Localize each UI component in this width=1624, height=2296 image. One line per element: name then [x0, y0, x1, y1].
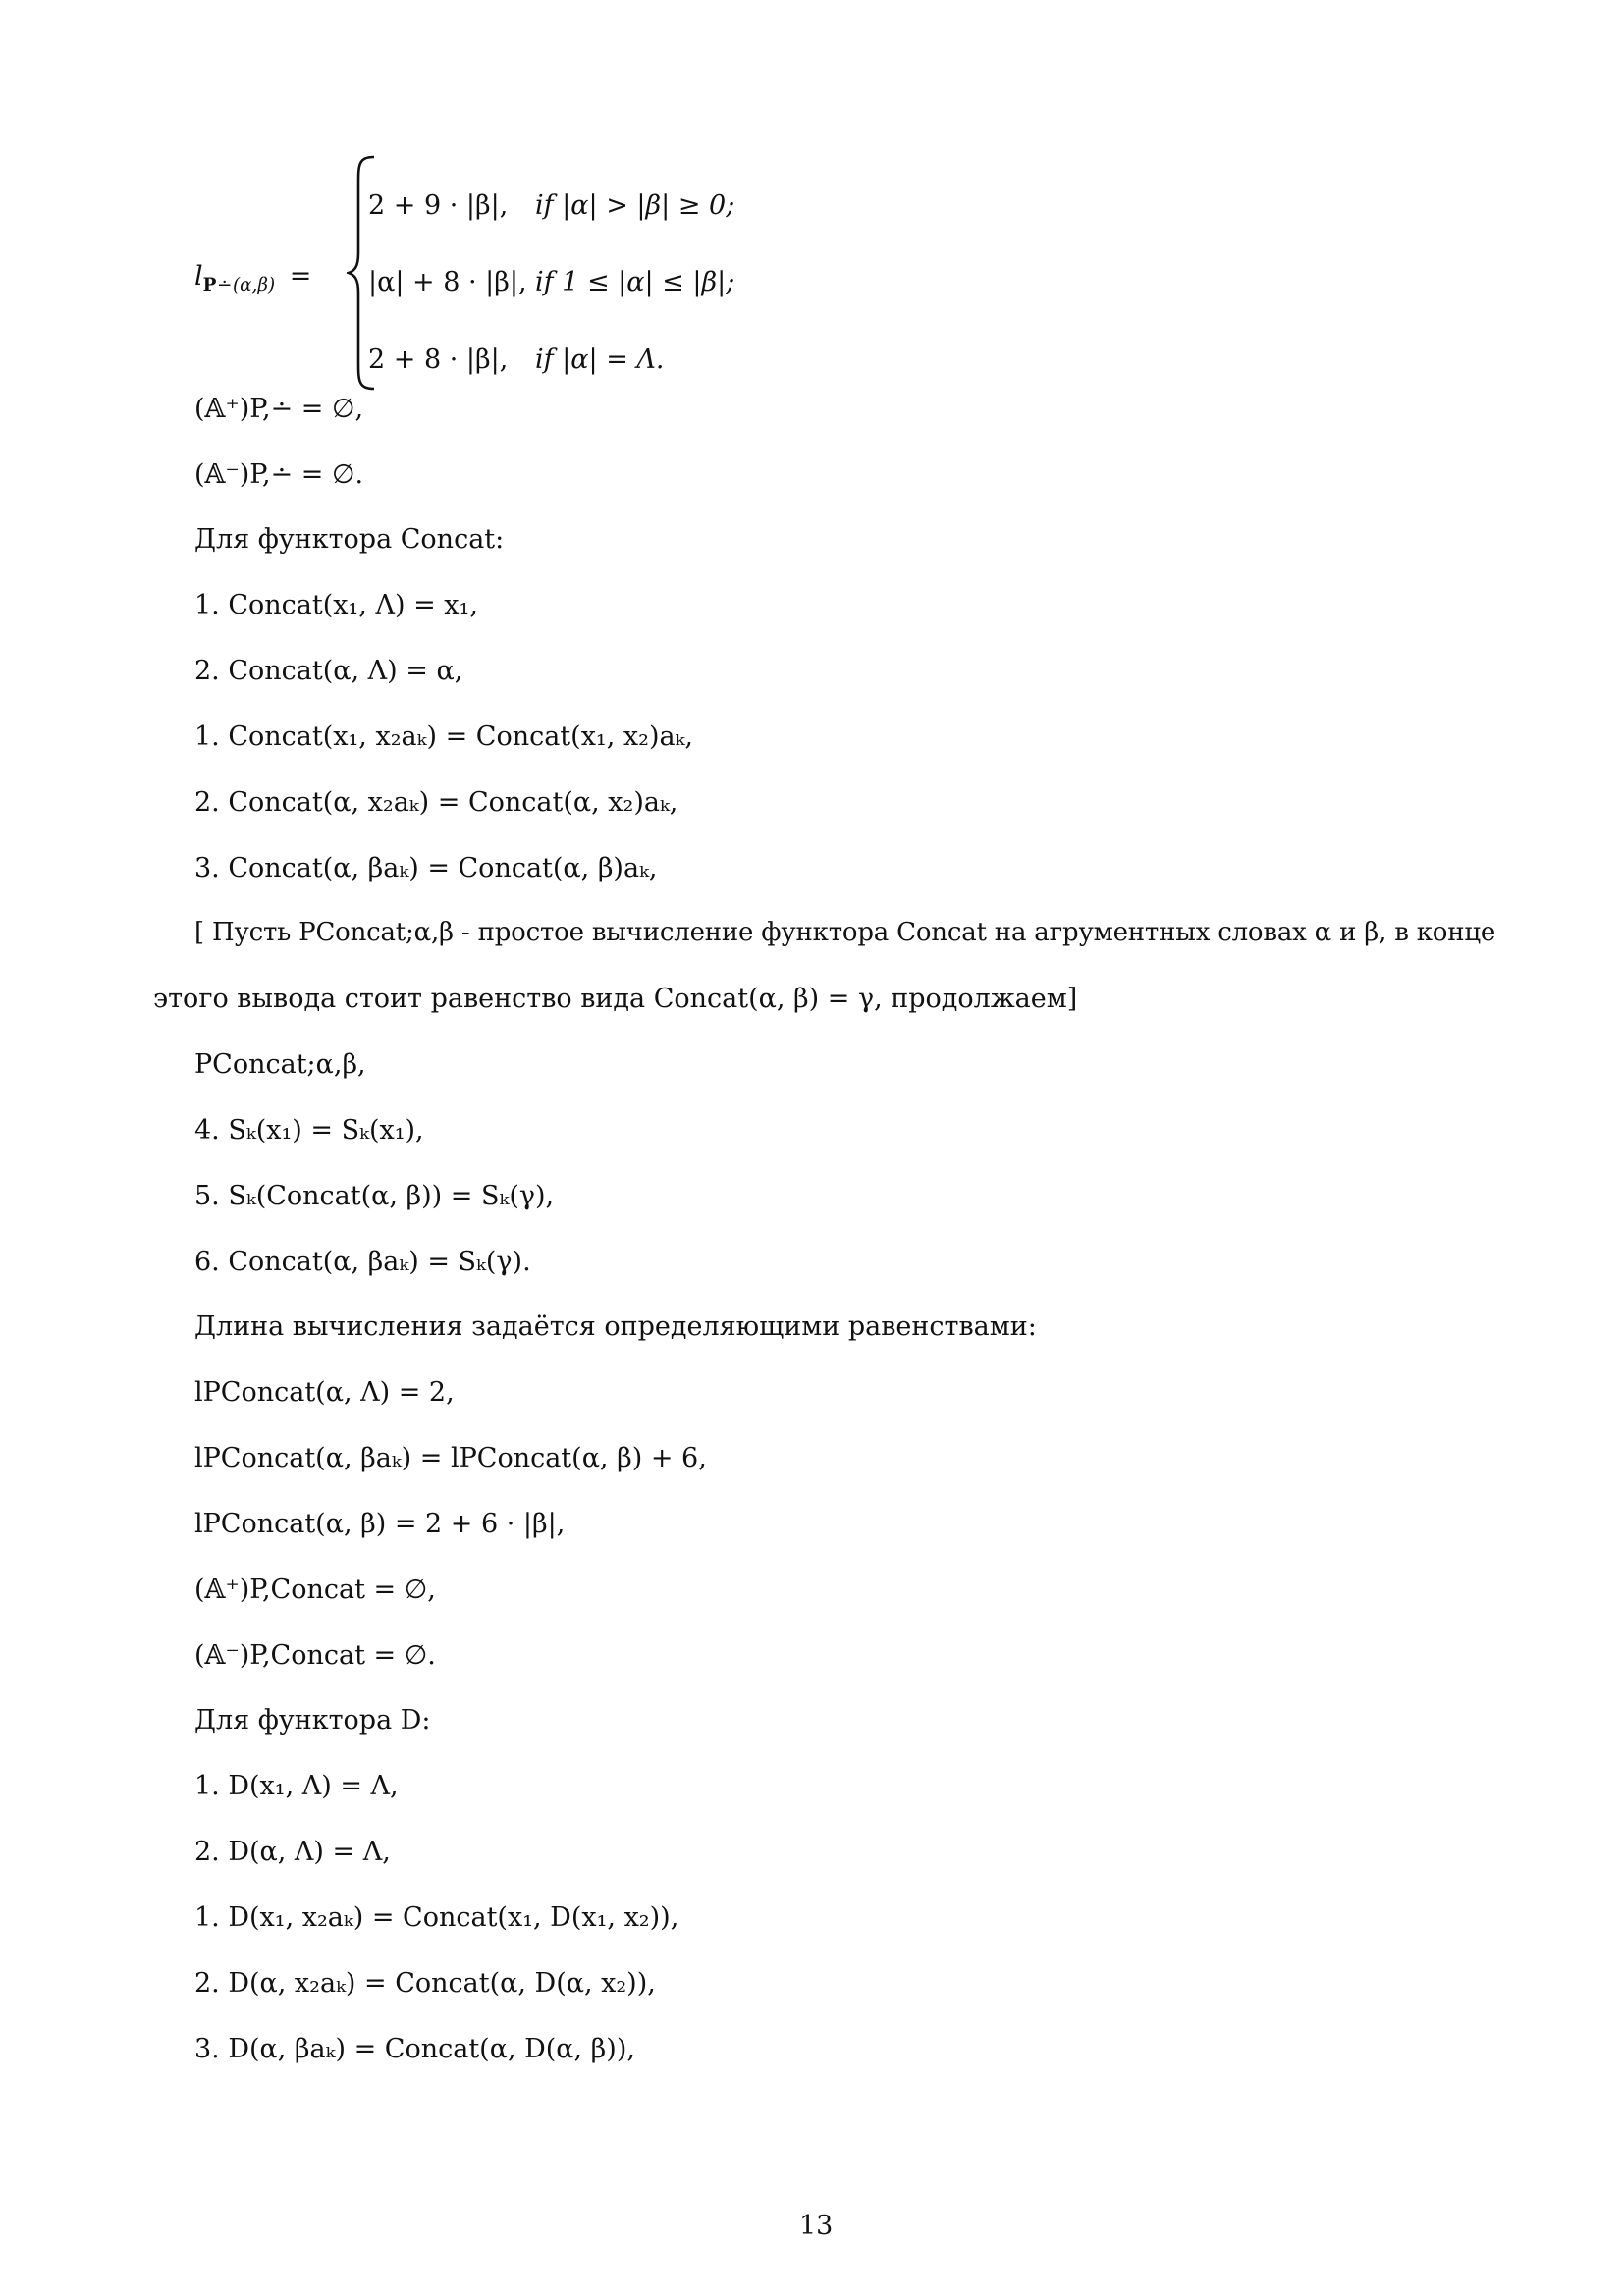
d-eq-2: 2. D(α, Λ) = Λ,: [194, 1837, 391, 1867]
d-eq-4: 2. D(α, x₂aₖ) = Concat(α, D(α, x₂)),: [194, 1968, 656, 1999]
concat-eq-5: 3. Concat(α, βaₖ) = Concat(α, β)aₖ,: [194, 853, 658, 883]
s-eq-5: 5. Sₖ(Concat(α, β)) = Sₖ(γ),: [194, 1181, 555, 1211]
case-1-cond: if |α| > |β| ≥ 0;: [535, 190, 735, 221]
case-3-cond: if |α| = Λ.: [535, 345, 665, 375]
aplus-concat: (𝔸⁺)P,Concat = ∅,: [194, 1575, 436, 1605]
aminus-minus: (𝔸⁻)P,∸ = ∅.: [194, 459, 364, 490]
concat-intro: Для функтора Concat:: [194, 524, 505, 555]
length-eq-2: lPConcat(α, βaₖ) = lPConcat(α, β) + 6,: [194, 1443, 707, 1473]
length-intro: Длина вычисления задаётся определяющими равенствами:: [194, 1311, 1037, 1342]
lhs-l: l: [194, 261, 203, 292]
s-eq-6: 6. Concat(α, βaₖ) = Sₖ(γ).: [194, 1247, 531, 1277]
d-intro: Для функтора D:: [194, 1705, 431, 1735]
case-3-expr: 2 + 8 · |β|,: [368, 345, 509, 375]
aminus-concat: (𝔸⁻)P,Concat = ∅.: [194, 1640, 436, 1671]
p-concat: PConcat;α,β,: [194, 1049, 366, 1080]
aplus-minus: (𝔸⁺)P,∸ = ∅,: [194, 394, 364, 424]
s-eq-4: 4. Sₖ(x₁) = Sₖ(x₁),: [194, 1115, 424, 1146]
concat-eq-4: 2. Concat(α, x₂aₖ) = Concat(α, x₂)aₖ,: [194, 787, 678, 818]
length-eq-3: lPConcat(α, β) = 2 + 6 · |β|,: [194, 1509, 566, 1539]
lhs-sub-p: P: [202, 274, 217, 295]
piecewise-lhs: $l_{P∸(\alpha,\beta)}$ =: [194, 261, 312, 295]
case-1-expr: 2 + 9 · |β|,: [368, 190, 509, 221]
d-eq-5: 3. D(α, βaₖ) = Concat(α, D(α, β)),: [194, 2034, 635, 2064]
paragraph-line-2: этого вывода стоит равенство вида Concat(α, β) = γ, продолжаем]: [153, 984, 1078, 1014]
paragraph-line-1: [ Пусть PConcat;α,β - простое вычисление функтора Concat на агрументных словах α и β, в конце: [194, 918, 1496, 947]
d-eq-3: 1. D(x₁, x₂aₖ) = Concat(x₁, D(x₁, x₂)),: [194, 1902, 679, 1933]
case-2-cond: if 1 ≤ |α| ≤ |β|;: [535, 267, 735, 297]
length-eq-1: lPConcat(α, Λ) = 2,: [194, 1377, 455, 1408]
lhs-equals: =: [289, 261, 312, 292]
case-2-expr: |α| + 8 · |β|,: [368, 267, 527, 297]
concat-eq-2: 2. Concat(α, Λ) = α,: [194, 656, 463, 686]
lhs-sub-args: (α,β): [232, 274, 276, 295]
concat-eq-3: 1. Concat(x₁, x₂aₖ) = Concat(x₁, x₂)aₖ,: [194, 721, 694, 752]
page-number: 13: [799, 2211, 834, 2241]
d-eq-1: 1. D(x₁, Λ) = Λ,: [194, 1771, 399, 1801]
concat-eq-1: 1. Concat(x₁, Λ) = x₁,: [194, 590, 478, 620]
